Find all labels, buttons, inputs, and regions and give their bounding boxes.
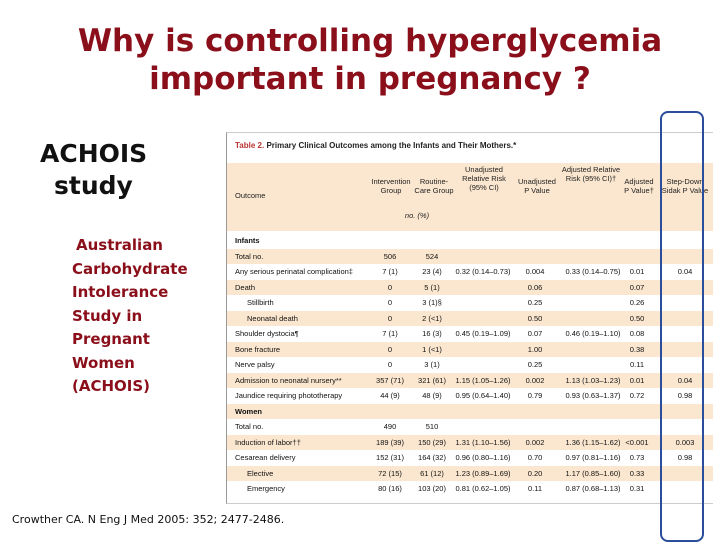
full-name-line: (ACHOIS)	[72, 377, 151, 395]
table-row	[227, 311, 713, 327]
table-cell: 0.33 (0.14–0.75)	[565, 267, 621, 276]
full-name-line: Pregnant	[72, 330, 150, 348]
table-cell: Bone fracture	[235, 344, 281, 354]
table-cell: 0.003	[675, 437, 695, 447]
table-cell: 23 (4)	[422, 267, 442, 276]
table-cell: 0.20	[527, 468, 543, 478]
table-cell: 0.32 (0.14–0.73)	[455, 267, 511, 276]
table-cell: 80 (16)	[378, 484, 402, 493]
table-cell: 0.50	[629, 313, 645, 323]
table-cell: 0.04	[677, 267, 693, 276]
citation: Crowther CA. N Eng J Med 2005: 352; 2477-2486.	[12, 513, 285, 526]
study-name	[40, 138, 147, 202]
table-row	[227, 388, 713, 404]
table-cell: Death	[235, 282, 256, 292]
table-cell: 0.26	[629, 298, 645, 307]
table-cell: Women	[235, 406, 262, 416]
table-cell: 0.002	[525, 437, 545, 447]
table-tag: Table 2.	[235, 141, 265, 150]
table-row	[227, 295, 713, 311]
table-cell: 0.004	[525, 267, 545, 276]
table-row	[227, 249, 713, 265]
table-cell: Admission to neonatal nursery**	[235, 375, 342, 385]
table-cell: Cesarean delivery	[235, 453, 296, 462]
table-cell: 0.95 (0.64–1.40)	[455, 391, 511, 400]
table-cell: 0.08	[629, 329, 645, 338]
table-cell: 2 (<1)	[422, 313, 442, 323]
full-name-line: Intolerance	[72, 283, 169, 301]
table-cell: 0.50	[527, 313, 543, 323]
table-cell: 1.00	[527, 344, 543, 354]
table-cell: 0.25	[527, 360, 543, 369]
table-cell: 44 (9)	[380, 391, 400, 400]
table-cell: 1.15 (1.05–1.26)	[455, 375, 511, 385]
table-caption	[235, 141, 516, 150]
table-cell: 0.73	[629, 453, 645, 462]
table-cell: 61 (12)	[420, 468, 444, 478]
table-cell: 0.87 (0.68–1.13)	[565, 484, 621, 493]
table-cell: Infants	[235, 236, 260, 245]
table-cell: 506	[383, 251, 397, 261]
table-cell: 0.45 (0.19–1.09)	[455, 329, 511, 338]
table-cell: 0.002	[525, 375, 545, 385]
header-outcome: Outcome	[235, 191, 266, 200]
table-cell: 7 (1)	[382, 267, 398, 276]
table-cell: Shoulder dystocia¶	[235, 329, 299, 338]
header-routine: Routine-Care Group	[414, 177, 454, 195]
table-cell: 0.81 (0.62–1.05)	[455, 484, 511, 493]
table-cell: 103 (20)	[418, 484, 446, 493]
table-row	[227, 280, 713, 296]
table-row	[227, 450, 713, 466]
table-cell: 524	[425, 251, 439, 261]
table-row	[227, 357, 713, 373]
table-cell: 0.70	[527, 453, 543, 462]
table-cell: 0.01	[629, 267, 645, 276]
table-cell: 0.07	[629, 282, 645, 292]
table-cell: 0	[387, 313, 393, 323]
table-body	[227, 233, 713, 497]
table-cell: Emergency	[247, 484, 285, 493]
full-name-line: Study in	[72, 306, 143, 325]
table-cell: 0.31	[629, 484, 645, 493]
table-cell: 0.98	[677, 391, 693, 400]
table-cell: 1.31 (1.10–1.56)	[455, 437, 511, 447]
table-cell: 152 (31)	[376, 453, 404, 462]
table-row	[227, 342, 713, 358]
slide-title: Why is controlling hyperglycemia important in pregnancy ?	[77, 23, 663, 97]
table-cell: Any serious perinatal complication‡	[235, 267, 353, 276]
table-cell: Nerve palsy	[235, 360, 275, 369]
table-section-row	[227, 404, 713, 420]
table-cell: Elective	[247, 468, 274, 478]
table-cell: Jaundice requiring phototherapy	[235, 391, 343, 400]
table-cell: 0.72	[629, 391, 645, 400]
table-row	[227, 373, 713, 389]
table-row	[227, 466, 713, 482]
study-name-line1: ACHOIS	[40, 139, 148, 168]
table-cell: 0.46 (0.19–1.10)	[565, 329, 621, 338]
header-adjusted-p: Adjusted P Value†	[624, 177, 654, 195]
table-cell: 1.36 (1.15–1.62)	[565, 437, 621, 447]
table-cell: 357 (71)	[376, 375, 404, 385]
table-cell: Total no.	[235, 422, 264, 431]
header-adjusted-rr: Adjusted Relative Risk (95% CI)†	[561, 165, 621, 183]
table-cell: 0.93 (0.63–1.37)	[565, 391, 621, 400]
table-cell: 1.23 (0.89–1.69)	[455, 468, 511, 478]
full-name-line: Australian	[76, 236, 163, 254]
full-name-line: Women	[72, 353, 135, 372]
header-unadjusted-rr: Unadjusted Relative Risk (95% CI)	[462, 165, 506, 192]
header-stepdown: Step-Down Sidak P Value	[661, 177, 709, 195]
table-cell: Induction of labor††	[235, 437, 301, 447]
table-cell: 0	[387, 298, 393, 307]
table-cell: Total no.	[235, 251, 264, 261]
table-cell: 48 (9)	[422, 391, 442, 400]
table-cell: 0.11	[629, 360, 645, 369]
table-row	[227, 326, 713, 342]
table-row	[227, 419, 713, 435]
table-cell: 0.79	[527, 391, 543, 400]
table-cell: 72 (15)	[378, 468, 402, 478]
table-cell: 0.33	[629, 468, 645, 478]
table-cell: 510	[425, 422, 439, 431]
table-cell: 1.17 (0.85–1.60)	[565, 468, 621, 478]
table-cell: 0.97 (0.81–1.16)	[565, 453, 621, 462]
table-cell: 0.96 (0.80–1.16)	[455, 453, 511, 462]
table-cell: 16 (3)	[422, 329, 442, 338]
table-cell: 321 (61)	[418, 375, 446, 385]
table-cell: Neonatal death	[247, 313, 298, 323]
table-caption-text: Primary Clinical Outcomes among the Infants and Their Mothers.*	[266, 141, 517, 150]
table-cell: 0.25	[527, 298, 543, 307]
table-cell: 0.11	[527, 484, 543, 493]
table-cell: 5 (1)	[424, 282, 440, 292]
table-cell: 0	[387, 344, 393, 354]
table-cell: 0.98	[677, 453, 693, 462]
table-cell: 0.01	[629, 375, 645, 385]
table-section-row	[227, 233, 713, 249]
table-cell: 7 (1)	[382, 329, 398, 338]
header-unit: no. (%)	[404, 211, 430, 220]
full-name-line: Carbohydrate	[72, 259, 188, 278]
stepdown-highlight-box	[660, 111, 704, 542]
study-full-name	[72, 234, 212, 399]
table-row	[227, 481, 713, 497]
table-cell: Stillbirth	[247, 298, 274, 307]
table-cell: 490	[383, 422, 397, 431]
table-cell: 0	[387, 282, 393, 292]
outcomes-table-image	[226, 132, 713, 504]
table-cell: 0.04	[677, 375, 693, 385]
table-row	[227, 435, 713, 451]
table-row	[227, 264, 713, 280]
table-cell: 150 (29)	[418, 437, 446, 447]
table-cell: 1.13 (1.03–1.23)	[565, 375, 621, 385]
study-name-line2: study	[54, 171, 133, 200]
table-cell: 0	[387, 360, 393, 369]
table-cell: 3 (1)§	[422, 298, 442, 307]
table-cell: 1 (<1)	[422, 344, 442, 354]
header-intervention: Intervention Group	[371, 177, 411, 195]
table-cell: 0.06	[527, 282, 543, 292]
table-cell: <0.001	[625, 437, 649, 447]
header-unadjusted-p: Unadjusted P Value	[518, 177, 556, 195]
table-cell: 0.07	[527, 329, 543, 338]
table-cell: 164 (32)	[418, 453, 446, 462]
table-header	[227, 163, 713, 231]
table-cell: 189 (39)	[376, 437, 404, 447]
table-cell: 0.38	[629, 344, 645, 354]
table-cell: 3 (1)	[424, 360, 440, 369]
